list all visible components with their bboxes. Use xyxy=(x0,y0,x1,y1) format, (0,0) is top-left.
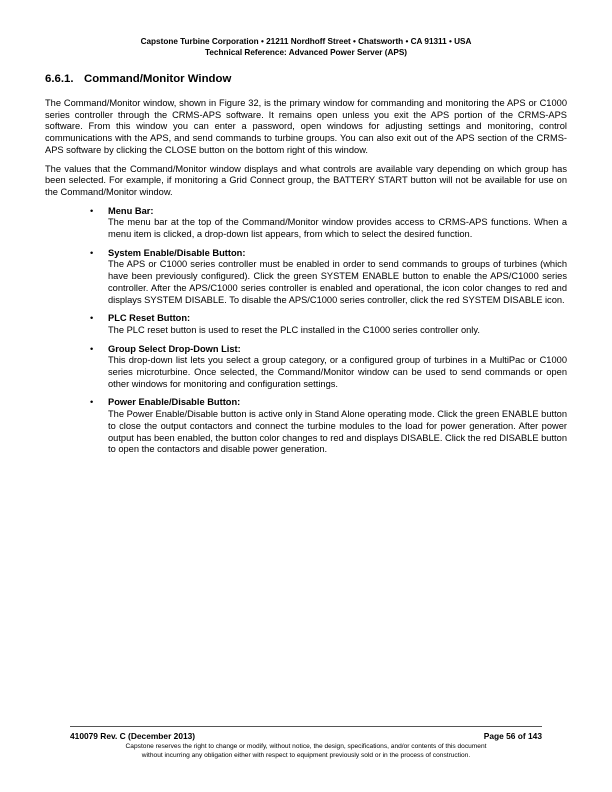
list-item-term: Power Enable/Disable Button: xyxy=(108,397,241,408)
header-company-line: Capstone Turbine Corporation • 21211 Nordhoff Street • Chatsworth • CA 91311 • USA xyxy=(140,37,472,46)
header-doc-title: Technical Reference: Advanced Power Server (APS) xyxy=(204,48,408,57)
page-footer xyxy=(70,731,542,741)
list-item-description: The Power Enable/Disable button is active only in Stand Alone operating mode. Click the green ENABLE button to close the output contactors and connect the turbine modules to the load for power generation. After power output has been enabled, the button color changes to red and displays DISABLE. Click the red DISABLE button to open the contactors and disable power generation. xyxy=(108,409,567,455)
footer-divider xyxy=(70,726,542,727)
bullet-icon: • xyxy=(90,343,94,354)
page-content xyxy=(45,72,567,463)
section-heading xyxy=(45,72,567,86)
list-item-description: The PLC reset button is used to reset the PLC installed in the C1000 series controller only. xyxy=(108,324,480,335)
disclaimer-line: Capstone reserves the right to change or modify, without notice, the design, specifications, and/or contents of this document xyxy=(125,743,487,750)
bullet-icon: • xyxy=(90,205,94,216)
list-item-description: The menu bar at the top of the Command/Monitor window provides access to CRMS-APS functions. When a menu item is clicked, a drop-down list appears, from which to select the desired function. xyxy=(108,217,567,240)
bullet-icon: • xyxy=(90,313,94,324)
section-number: 6.6.1. xyxy=(45,73,74,85)
list-item-system-enable xyxy=(45,248,567,307)
list-item-description: This drop-down list lets you select a group category, or a configured group of turbines in a MultiPac or C1000 series microturbine. Once selected, the Command/Monitor window can be used to send commands or open other windows for monitoring and configuration settings. xyxy=(108,355,567,389)
list-item-term: Menu Bar: xyxy=(108,205,154,216)
list-item-term: Group Select Drop-Down List: xyxy=(108,343,241,354)
list-item-group-select xyxy=(45,344,567,391)
list-item-description: The APS or C1000 series controller must be enabled in order to send commands to groups of turbines (which have been previously configured). Click the green SYSTEM ENABLE button to enable the APS/C1000 series controller. After the APS/C1000 series controller is enabled and operational, the icon color changes to red and displays SYSTEM DISABLE. To disable the APS/C1000 series controller, click the red SYSTEM DISABLE icon. xyxy=(108,259,567,305)
list-item-power-enable xyxy=(45,397,567,456)
page-number: Page 56 of 143 xyxy=(483,731,542,741)
list-item-term: System Enable/Disable Button: xyxy=(108,247,246,258)
bullet-icon: • xyxy=(90,247,94,258)
disclaimer-line: without incurring any obligation either with respect to equipment previously sold or in the process of construction. xyxy=(141,752,471,759)
control-list xyxy=(45,206,567,456)
document-revision: 410079 Rev. C (December 2013) xyxy=(70,731,196,741)
bullet-icon: • xyxy=(90,397,94,408)
footer-disclaimer xyxy=(0,742,612,760)
list-item-plc-reset xyxy=(45,313,567,336)
values-paragraph: The values that the Command/Monitor window displays and what controls are available vary depending on which group has been selected. For example, if monitoring a Grid Connect group, the BATTERY START button will not be available for use on the Command/Monitor window. xyxy=(45,163,567,197)
intro-paragraph: The Command/Monitor window, shown in Figure 32, is the primary window for commanding and monitoring the APS or C1000 series controller through the CRMS-APS software. It remains open unless you exit the APS portion of the CRMS-APS software. From this window you can enter a password, open windows for adjusting settings and monitoring, control communications with the APS, and send commands to turbine groups. You can also exit out of the APS section of the CRMS-APS software by clicking the CLOSE button on the bottom right of this window. xyxy=(45,98,567,155)
section-title: Command/Monitor Window xyxy=(84,73,232,85)
page-header xyxy=(0,36,612,58)
list-item-term: PLC Reset Button: xyxy=(108,313,191,324)
list-item-menu-bar xyxy=(45,206,567,241)
